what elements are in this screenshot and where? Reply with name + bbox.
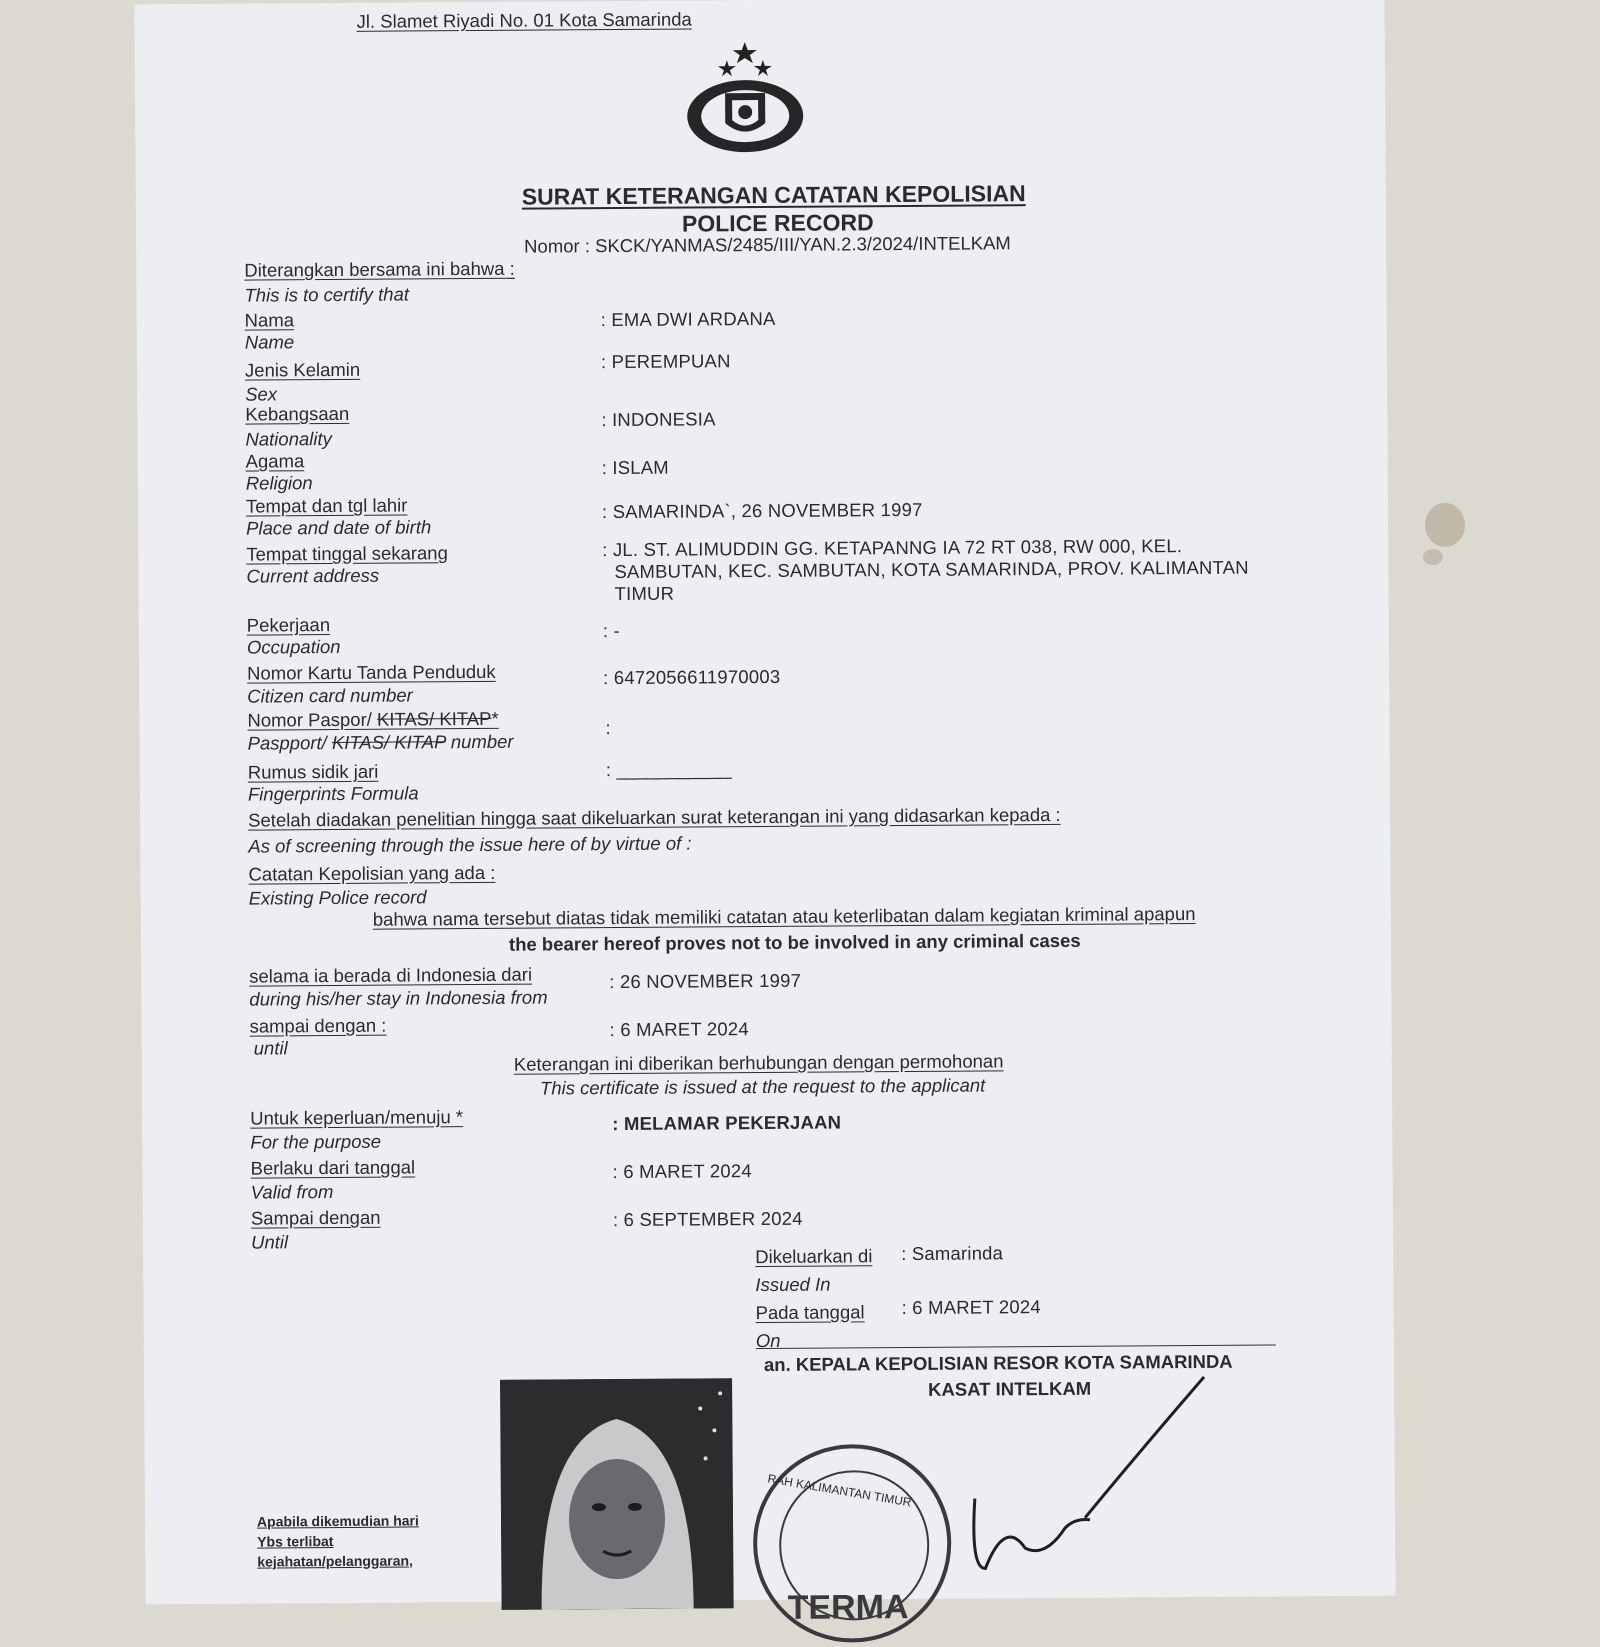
official-stamp xyxy=(753,1444,952,1643)
occupation-value: : - xyxy=(602,620,620,642)
fingerprint-label: Rumus sidik jari xyxy=(247,760,379,783)
valid-until-label: Sampai dengan xyxy=(250,1206,381,1229)
name-label-en: Name xyxy=(244,331,295,353)
sex-label-en: Sex xyxy=(245,383,278,405)
passport-label-en-a: Paspport/ xyxy=(247,732,332,754)
purpose-value: : MELAMAR PEKERJAAN xyxy=(612,1111,842,1135)
fingerprint-value: : ___________ xyxy=(605,758,732,781)
issued-in-value: : Samarinda xyxy=(901,1242,1004,1265)
footnote-line3: kejahatan/pelanggaran, xyxy=(257,1552,413,1570)
screening-en: As of screening through the issue here of by virtue of : xyxy=(248,832,692,857)
footnote-line1: Apabila dikemudian hari xyxy=(256,1512,419,1530)
request-id: Keterangan ini diberikan berhubungan dengan permohonan xyxy=(513,1050,1004,1075)
religion-value: : ISLAM xyxy=(601,456,669,479)
id-card-label: Nomor Kartu Tanda Penduduk xyxy=(247,660,496,684)
passport-value: : xyxy=(605,717,611,739)
passport-label-en-b: number xyxy=(445,730,514,753)
occupation-label-en: Occupation xyxy=(246,635,341,658)
footnote-line2: Ybs terlibat xyxy=(257,1533,334,1550)
applicant-photo xyxy=(500,1378,734,1610)
signature-divider xyxy=(756,1344,1276,1349)
request-en: This certificate is issued at the request to the applicant xyxy=(539,1074,986,1099)
address-value-line2: SAMBUTAN, KEC. SAMBUTAN, KOTA SAMARINDA, PROV. KALIMANTAN xyxy=(614,556,1249,583)
record-label-en: Existing Police record xyxy=(248,886,427,909)
record-label: Catatan Kepolisian yang ada : xyxy=(248,861,496,885)
stay-from-label: selama ia berada di Indonesia dari xyxy=(249,963,533,987)
stay-until-label: sampai dengan : xyxy=(249,1014,387,1037)
passport-label-strike: KITAS/ KITAP xyxy=(376,707,492,730)
screening-id: Setelah diadakan penelitian hingga saat dikeluarkan surat keterangan ini yang didasarkan kepada : xyxy=(248,803,1061,831)
birth-label-en: Place and date of birth xyxy=(246,516,432,539)
sex-value: : PEREMPUAN xyxy=(600,350,731,373)
issue-date-value: : 6 MARET 2024 xyxy=(901,1296,1041,1319)
passport-label-en xyxy=(248,731,514,755)
purpose-label-en: For the purpose xyxy=(250,1130,382,1153)
stay-from-label-en: during his/her stay in Indonesia from xyxy=(249,986,548,1010)
background-stain xyxy=(1415,495,1470,575)
issue-date-label-en: On xyxy=(755,1329,781,1352)
fingerprint-label-en: Fingerprints Formula xyxy=(247,782,419,805)
religion-label: Agama xyxy=(245,450,305,472)
issued-in-label: Dikeluarkan di xyxy=(755,1245,873,1268)
address-label-en: Current address xyxy=(246,564,380,587)
signatory-line1: an. KEPALA KEPOLISIAN RESOR KOTA SAMARINDA xyxy=(763,1350,1233,1376)
address-value-line3: TIMUR xyxy=(614,582,675,605)
id-card-value: : 6472056611970003 xyxy=(603,665,781,689)
name-label: Nama xyxy=(244,309,295,331)
office-address: Jl. Slamet Riyadi No. 01 Kota Samarinda xyxy=(356,8,692,32)
issued-in-label-en: Issued In xyxy=(755,1273,831,1296)
stay-until-label-en: until xyxy=(253,1037,288,1059)
document-title-en: POLICE RECORD xyxy=(681,209,874,237)
sex-label: Jenis Kelamin xyxy=(244,358,361,381)
issue-date-label: Pada tanggal xyxy=(755,1301,865,1324)
document-title: SURAT KETERANGAN CATATAN KEPOLISIAN xyxy=(521,180,1026,210)
stay-until-value: : 6 MARET 2024 xyxy=(609,1018,749,1041)
passport-label xyxy=(247,708,498,732)
id-card-label-en: Citizen card number xyxy=(247,684,413,707)
birth-value: : SAMARINDA`, 26 NOVEMBER 1997 xyxy=(601,498,923,523)
stamp-bottom-text: TERMA xyxy=(787,1588,909,1627)
intro-id: Diterangkan bersama ini bahwa : xyxy=(244,257,515,281)
statement-en: the bearer hereof proves not to be involved in any criminal cases xyxy=(508,929,1081,955)
address-value-line1: : JL. ST. ALIMUDDIN GG. KETAPANNG IA 72 RT 038, RW 000, KEL. xyxy=(602,535,1183,561)
valid-from-label-en: Valid from xyxy=(250,1181,334,1203)
nationality-value: : INDONESIA xyxy=(601,408,716,431)
stay-from-value: : 26 NOVEMBER 1997 xyxy=(609,969,802,993)
police-emblem-logo xyxy=(680,38,811,159)
signatory-line2: KASAT INTELKAM xyxy=(928,1377,1092,1400)
nationality-label: Kebangsaan xyxy=(245,402,350,425)
document-number: Nomor : SKCK/YANMAS/2485/III/YAN.2.3/2024/INTELKAM xyxy=(524,232,1011,257)
nationality-label-en: Nationality xyxy=(245,428,332,450)
purpose-label: Untuk keperluan/menuju * xyxy=(250,1106,464,1129)
statement-id: bahwa nama tersebut diatas tidak memiliki catatan atau keterlibatan dalam kegiatan kriminal apapun xyxy=(372,902,1196,930)
stamp-text: RAH KALIMANTAN TIMUR xyxy=(766,1471,913,1510)
passport-label-b: * xyxy=(491,707,499,729)
signature-scribble xyxy=(964,1367,1266,1599)
birth-label: Tempat dan tgl lahir xyxy=(245,494,408,517)
intro-en: This is to certify that xyxy=(244,283,410,306)
document-paper xyxy=(134,0,1395,1627)
passport-label-a: Nomor Paspor/ xyxy=(247,708,378,731)
address-label: Tempat tinggal sekarang xyxy=(246,542,448,565)
passport-label-en-strike: KITAS/ KITAP xyxy=(331,731,446,754)
valid-from-label: Berlaku dari tanggal xyxy=(250,1156,416,1179)
name-value: : EMA DWI ARDANA xyxy=(600,307,776,331)
valid-from-value: : 6 MARET 2024 xyxy=(612,1160,752,1183)
valid-until-value: : 6 SEPTEMBER 2024 xyxy=(612,1207,803,1231)
religion-label-en: Religion xyxy=(245,472,313,494)
occupation-label: Pekerjaan xyxy=(246,614,331,636)
valid-until-label-en: Until xyxy=(251,1231,289,1253)
